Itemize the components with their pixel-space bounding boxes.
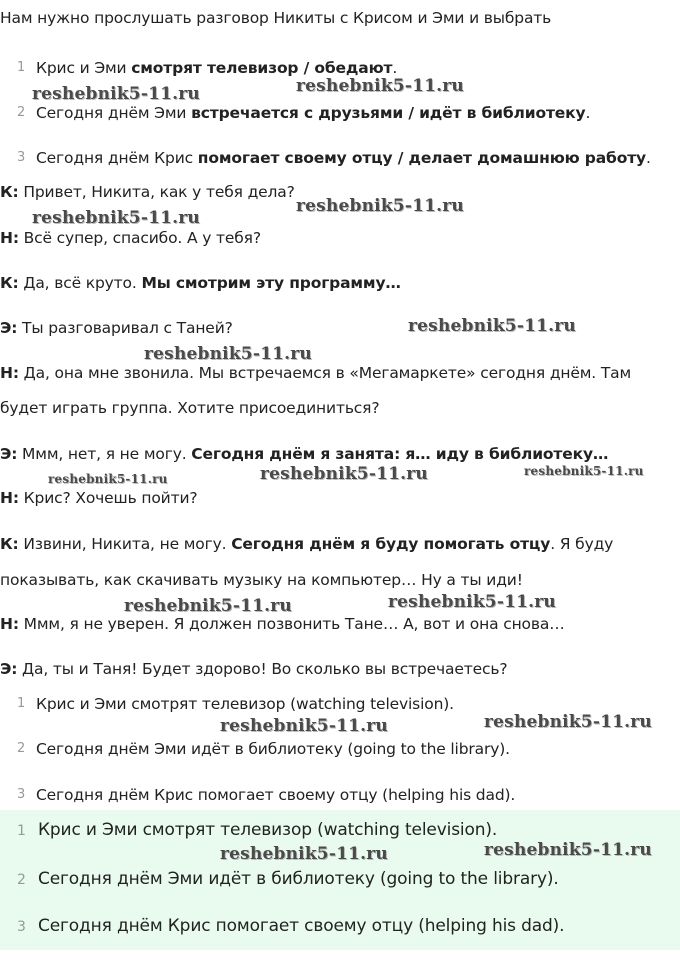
- watermark: reshebnik5-11.ru: [388, 592, 556, 612]
- choice-item: Сегодня днём Крис помогает своему отцу / делает домашнюю работу.: [36, 149, 651, 167]
- final-answer-number: 3: [17, 919, 26, 935]
- choice-number: 3: [17, 150, 26, 165]
- dialog-line: будет играть группа. Хотите присоединиться?: [0, 399, 380, 417]
- dialog-line: К: Да, всё круто. Мы смотрим эту программу…: [0, 274, 401, 292]
- dialog-line: Н: Всё супер, спасибо. А у тебя?: [0, 229, 261, 247]
- watermark: reshebnik5-11.ru: [220, 716, 388, 736]
- answer-item: Сегодня днём Эми идёт в библиотеку (going to the library).: [36, 740, 510, 758]
- watermark: reshebnik5-11.ru: [408, 316, 576, 336]
- final-answer-number: 2: [17, 872, 26, 888]
- dialog-line: К: Привет, Никита, как у тебя дела?: [0, 183, 295, 201]
- watermark: reshebnik5-11.ru: [296, 76, 464, 96]
- watermark: reshebnik5-11.ru: [220, 844, 388, 864]
- watermark: reshebnik5-11.ru: [484, 840, 652, 860]
- watermark: reshebnik5-11.ru: [144, 344, 312, 364]
- watermark: reshebnik5-11.ru: [32, 208, 200, 228]
- choice-item: Крис и Эми смотрят телевизор / обедают.: [36, 59, 398, 77]
- answer-item: Крис и Эми смотрят телевизор (watching television).: [36, 695, 454, 713]
- watermark: reshebnik5-11.ru: [524, 464, 644, 478]
- answer-highlight-box: [0, 810, 680, 950]
- final-answer-number: 1: [17, 823, 26, 839]
- dialog-line: К: Извини, Никита, не могу. Сегодня днём я буду помогать отцу. Я буду: [0, 535, 614, 553]
- watermark: reshebnik5-11.ru: [48, 472, 168, 486]
- final-answer-item: Крис и Эми смотрят телевизор (watching television).: [38, 820, 498, 840]
- choice-number: 1: [17, 60, 26, 75]
- dialog-line: Э: Ты разговаривал с Таней?: [0, 319, 233, 337]
- choice-item: Сегодня днём Эми встречается с друзьями / идёт в библиотеку.: [36, 104, 591, 122]
- answer-item: Сегодня днём Крис помогает своему отцу (helping his dad).: [36, 786, 516, 804]
- final-answer-item: Сегодня днём Эми идёт в библиотеку (going to the library).: [38, 869, 559, 889]
- dialog-line: Н: Крис? Хочешь пойти?: [0, 489, 198, 507]
- watermark: reshebnik5-11.ru: [260, 464, 428, 484]
- answer-number: 1: [17, 696, 26, 711]
- dialog-line: Н: Ммм, я не уверен. Я должен позвонить Тане… А, вот и она снова…: [0, 615, 565, 633]
- final-answer-item: Сегодня днём Крис помогает своему отцу (helping his dad).: [38, 916, 565, 936]
- watermark: reshebnik5-11.ru: [124, 596, 292, 616]
- answer-number: 2: [17, 741, 26, 756]
- answer-number: 3: [17, 787, 26, 802]
- dialog-line: Э: Да, ты и Таня! Будет здорово! Во сколько вы встречаетесь?: [0, 660, 508, 678]
- watermark: reshebnik5-11.ru: [296, 196, 464, 216]
- choice-number: 2: [17, 105, 26, 120]
- intro-text: Нам нужно прослушать разговор Никиты с Крисом и Эми и выбрать: [0, 9, 552, 27]
- watermark: reshebnik5-11.ru: [484, 712, 652, 732]
- dialog-line: показывать, как скачивать музыку на компьютер… Ну а ты иди!: [0, 571, 523, 589]
- dialog-line: Э: Ммм, нет, я не могу. Сегодня днём я занята: я… иду в библиотеку…: [0, 445, 609, 463]
- watermark: reshebnik5-11.ru: [32, 84, 200, 104]
- dialog-line: Н: Да, она мне звонила. Мы встречаемся в «Мегамаркете» сегодня днём. Там: [0, 364, 632, 382]
